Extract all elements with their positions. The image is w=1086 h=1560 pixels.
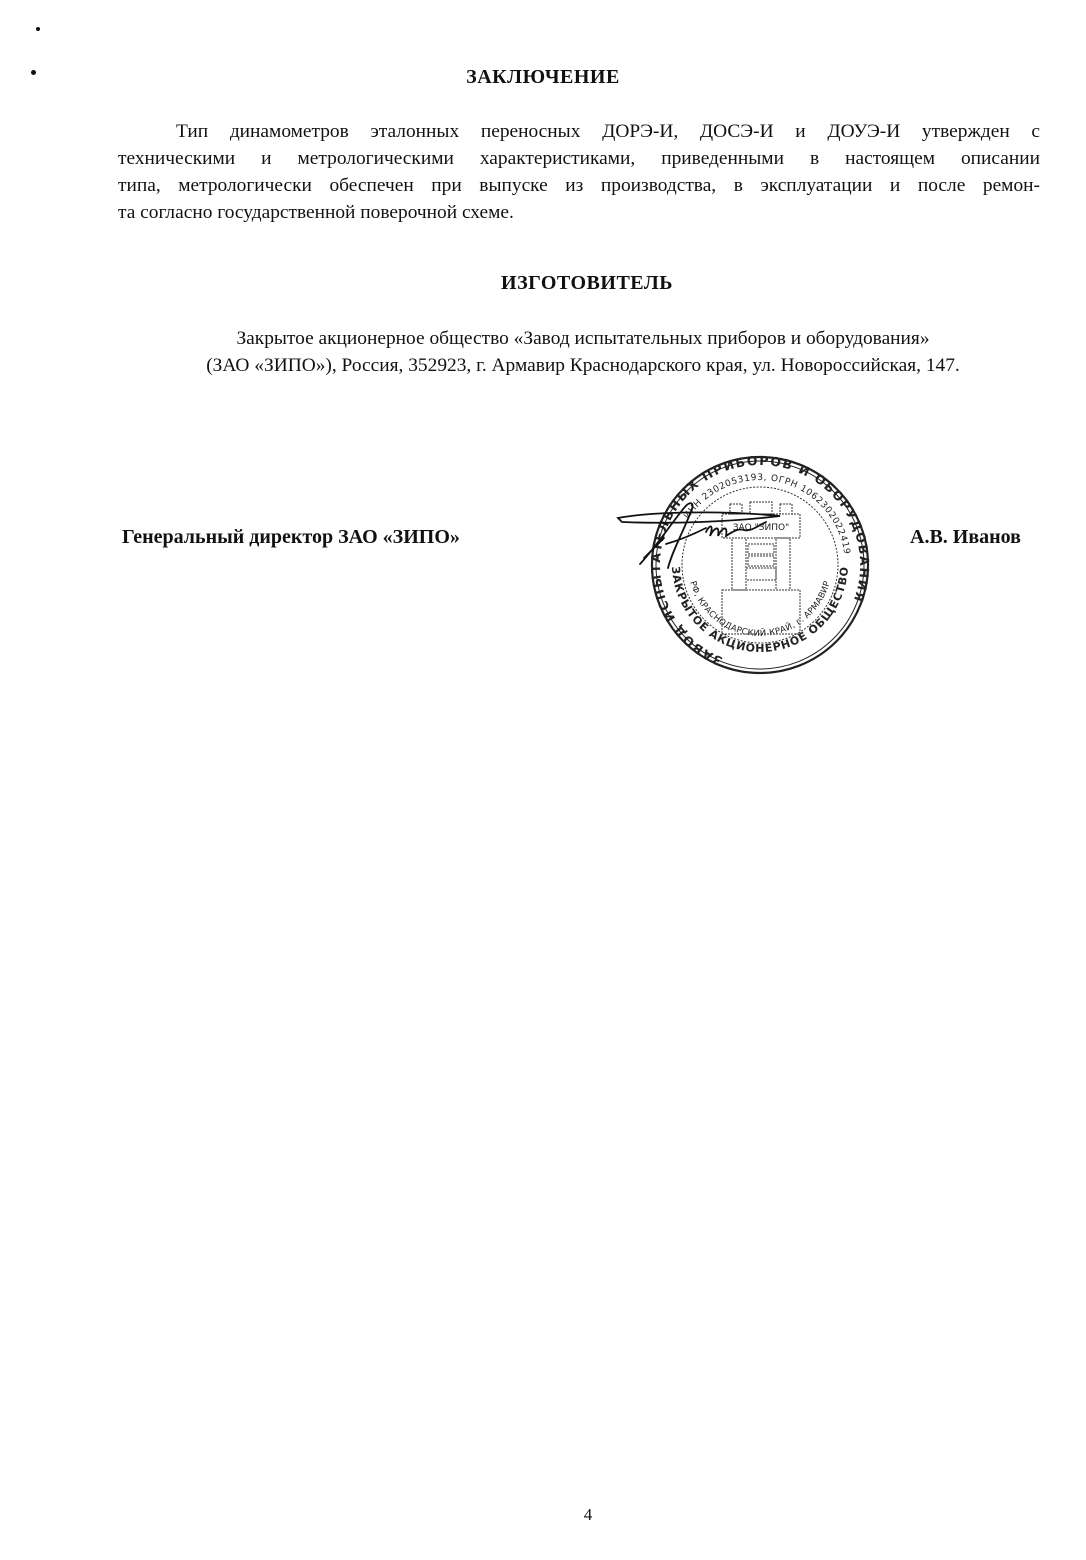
manufacturer-line: Закрытое акционерное общество «Завод испытательных приборов и оборудования» — [236, 328, 930, 349]
conclusion-heading: ЗАКЛЮЧЕНИЕ — [466, 66, 620, 88]
conclusion-line: техническими и метрологическими характеристиками, приведенными в настоящем описании — [118, 148, 1040, 169]
signatory-position: Генеральный директор ЗАО «ЗИПО» — [122, 526, 460, 548]
svg-text:ЗАВОД ИСПЫТАТЕЛЬНЫХ ПРИБОРОВ И: ЗАВОД ИСПЫТАТЕЛЬНЫХ ПРИБОРОВ И ОБОРУДОВАНИЯ — [647, 452, 873, 670]
svg-text:РФ, КРАСНОДАРСКИЙ КРАЙ, г. АРМ: РФ, КРАСНОДАРСКИЙ КРАЙ, г. АРМАВИР — [687, 579, 833, 640]
svg-text:ЗАКРЫТОЕ АКЦИОНЕРНОЕ ОБЩЕСТВО: ЗАКРЫТОЕ АКЦИОНЕРНОЕ ОБЩЕСТВО — [668, 565, 852, 656]
conclusion-paragraph — [118, 118, 1040, 226]
manufacturer-line: (ЗАО «ЗИПО»), Россия, 352923, г. Армавир Краснодарского края, ул. Новороссийская, 147. — [206, 355, 960, 376]
svg-text:ИНН 2302053193, ОГРН 106230202: ИНН 2302053193, ОГРН 1062302022419 — [682, 472, 852, 556]
conclusion-line: типа, метрологически обеспечен при выпуске из производства, в эксплуатации и после ремон- — [118, 175, 1040, 196]
manufacturer-heading: ИЗГОТОВИТЕЛЬ — [501, 272, 673, 294]
company-stamp — [610, 452, 880, 687]
svg-text:ЗАО "ЗИПО": ЗАО "ЗИПО" — [732, 523, 790, 533]
stamp-seal-icon — [610, 452, 880, 682]
conclusion-line: та согласно государственной поверочной схеме. — [118, 202, 514, 223]
scan-dot — [36, 27, 40, 31]
page-number: 4 — [583, 1505, 593, 1524]
conclusion-line: Тип динамометров эталонных переносных ДОРЭ-И, ДОСЭ-И и ДОУЭ-И утвержден с — [176, 121, 1040, 142]
signatory-name: А.В. Иванов — [910, 526, 1021, 548]
